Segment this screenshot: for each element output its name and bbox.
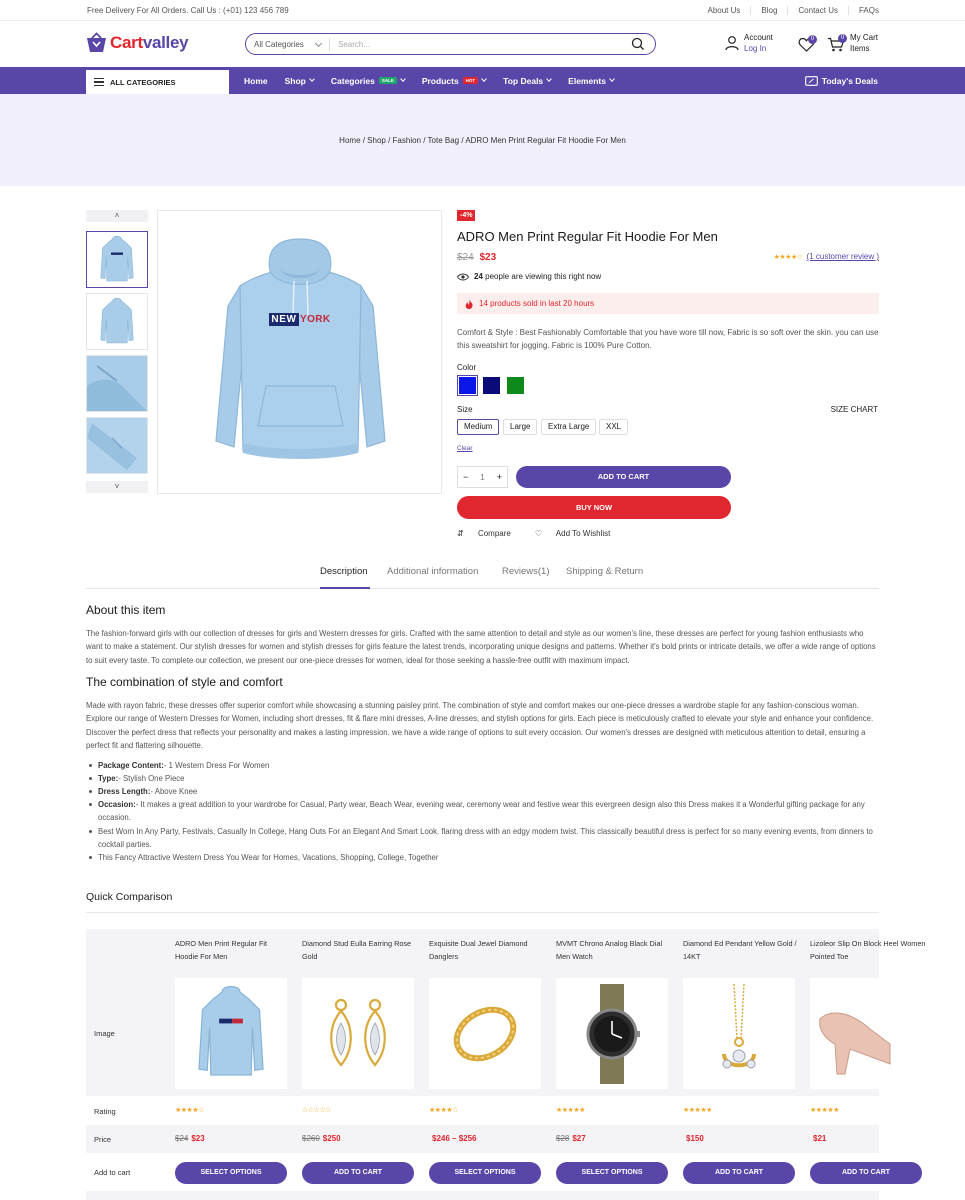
chevron-down-icon [609,76,615,82]
compare-rating: ☆☆☆☆☆ [302,1107,331,1114]
compare-rating: ★★★★★ [556,1107,585,1114]
hoodie-compare-image [186,986,276,1081]
short-description: Comfort & Style : Best Fashionably Comfortable that you have wore till now, Fabric is so soft over the skin. you can use this sweatshirt for jogging. Fabric is 100% Pure Cotton. [457,328,879,350]
nav-home[interactable]: Home [244,75,268,86]
wishlist-button[interactable] [798,35,818,53]
hoodie-sleeve-thumb [87,418,147,473]
heart-icon: ♡ [534,529,543,538]
color-swatch-blue[interactable] [459,377,476,394]
compare-price: $24 $23 [175,1134,205,1143]
top-bar [0,0,965,21]
size-option-xxl[interactable]: XXL [599,419,628,435]
tab-reviews[interactable]: Reviews(1) [502,566,550,577]
site-logo[interactable] [86,33,188,53]
about-heading: About this item [86,603,166,617]
product-price [457,252,496,263]
eye-icon [457,273,469,281]
nav-elements[interactable]: Elements [568,76,614,86]
about-paragraph: The fashion-forward girls with our collection of dresses for girls and Western dresses for girls. Crafted with the same attention to detail and style as our women's line, these dresses are perfect for young fashion enthusiasts who want to make a statement. Our stylish dresses for women and stylish dresses for girls feature the latest trends, incorporating unique designs and patterns. Whether it's bold prints or intricate details, we offer a wide range of options to suit every taste. To complete our collection, we present our one-piece dresses for women, ideal for those seeking a hassle-free outfit with maximum impact. [86,629,876,665]
add-to-cart-button[interactable]: ADD TO CART [302,1162,414,1184]
thumb-scroll-up-button[interactable]: ˄ [86,210,148,222]
color-swatch-navy[interactable] [483,377,500,394]
hoodie-print-part2: YORK [300,314,331,325]
list-item: Dress Length:- Above Knee [98,785,879,798]
user-icon [724,35,740,51]
viewing-count: 24 [474,272,483,281]
buy-now-button[interactable]: BUY NOW [457,496,731,519]
deals-tag-icon [805,76,818,86]
size-option-extra-large[interactable]: Extra Large [541,419,596,435]
compare-price: $246 – $256 [432,1134,477,1143]
wishlist-count-badge: 0 [808,35,817,44]
todays-deals-link[interactable]: Today's Deals [805,67,878,94]
watch-image [567,984,657,1084]
nav-top-deals[interactable]: Top Deals [503,76,551,86]
compare-product-image[interactable] [810,978,922,1089]
active-tab-indicator [320,587,370,589]
compare-rating: ★★★★★ [683,1107,712,1114]
tab-additional-information[interactable]: Additional information [387,566,479,577]
list-item: Type:- Stylish One Piece [98,772,879,785]
compare-price: $260 $250 [302,1134,341,1143]
top-links [697,6,879,15]
faqs-link[interactable]: FAQs [848,6,879,15]
list-item: Best Worn In Any Party, Festivals, Casually In College, Hang Outs For an Elegant And Smart Look. flaring dress with an edgy modern twist. This classically beautiful dress is perfect for so many evening events, from dinners to cocktail parties. [98,825,879,852]
compare-product-name[interactable]: ADRO Men Print Regular Fit Hoodie For Men [175,939,268,961]
add-to-cart-button[interactable]: ADD TO CART [810,1162,922,1184]
review-link[interactable]: (1 customer review ) [806,252,879,261]
all-categories-button[interactable] [86,70,229,94]
sold-notice [457,293,879,314]
compare-product-image[interactable] [429,978,541,1089]
compare-product-image[interactable] [175,978,287,1089]
thumbnail-4[interactable] [86,417,148,474]
promo-text: Free Delivery For All Orders. Call Us : (+01) 123 456 789 [87,6,289,15]
compare-price: $150 [686,1134,704,1143]
comparison-table [86,929,926,1200]
contact-us-link[interactable]: Contact Us [787,6,848,15]
main-nav [0,67,965,94]
compare-product-name[interactable]: Lizoleor Slip On Block Heel Women Pointed Toe [810,939,926,961]
old-price: $24 [457,252,474,263]
product-title: ADRO Men Print Regular Fit Hoodie For Men [457,229,718,244]
compare-rating: ★★★★☆ [175,1107,204,1114]
hoodie-print-part1: NEW [271,314,297,325]
row-label-add-to-cart: Add to cart [94,1168,131,1177]
earrings-image [313,989,403,1079]
thumbnail-1[interactable] [86,231,148,288]
compare-product-name[interactable]: Exquisite Dual Jewel Diamond Danglers [429,939,528,961]
compare-product-image[interactable] [302,978,414,1089]
compare-rating: ★★★★☆ [429,1107,458,1114]
nav-categories[interactable]: Categories SALE [331,76,405,86]
add-to-cart-button[interactable]: ADD TO CART [516,466,731,488]
login-link[interactable]: Log In [744,44,767,53]
product-rating [774,252,879,261]
chevron-down-icon [546,76,552,82]
main-product-image[interactable] [157,210,442,494]
compare-product-image[interactable] [556,978,668,1089]
compare-price: $21 [813,1134,827,1143]
hoodie-back-thumb [99,298,135,346]
chevron-down-icon [309,76,315,82]
breadcrumb[interactable]: Home / Shop / Fashion / Tote Bag / ADRO Men Print Regular Fit Hoodie For Men [339,136,626,145]
account-label: Account [744,33,773,42]
select-options-button[interactable]: SELECT OPTIONS [429,1162,541,1184]
add-to-wishlist-link[interactable]: ♡ Add To Wishlist [534,529,611,538]
heel-shoe-image [810,989,890,1079]
product-actions [457,529,634,538]
compare-rating: ★★★★★ [810,1107,839,1114]
nav-shop[interactable]: Shop [285,76,314,86]
hamburger-icon [94,78,104,86]
compare-product-image[interactable] [683,978,795,1089]
compare-product-name[interactable]: MVMT Chrono Analog Black Dial Men Watch [556,939,663,961]
hoodie-pocket-thumb [87,356,147,411]
divider [86,912,879,913]
sale-badge: SALE [379,77,397,84]
viewing-now [457,272,601,281]
pendant-image [694,984,784,1084]
row-label-rating: Rating [94,1107,116,1116]
list-item: This Fancy Attractive Western Dress You Wear for Homes, Vacations, Shopping, College, Together [98,851,879,864]
all-categories-label: ALL CATEGORIES [110,77,176,87]
size-option-large[interactable]: Large [503,419,537,435]
account-link[interactable] [724,32,773,54]
color-swatch-green[interactable] [507,377,524,394]
product-tabs [86,558,879,589]
quantity-stepper [457,466,508,488]
list-item: Occasion:- It makes a great addition to your wardrobe for Casual, Party wear, Beach Wear, evening wear, ceremony wear and festive wear this evergreen design also this Dress makes it a Wonderful gifting package for any occasion. [98,798,879,825]
search-category-select[interactable]: All Categories [246,38,330,51]
tab-shipping-return[interactable]: Shipping & Return [566,566,644,577]
tab-description[interactable]: Description [320,566,368,577]
nav-products[interactable]: Products HOT [422,76,486,86]
chevron-down-icon [400,76,406,82]
compare-product-name[interactable]: Diamond Ed Pendant Yellow Gold / 14KT [683,939,797,961]
select-options-button[interactable]: SELECT OPTIONS [175,1162,287,1184]
hoodie-image [158,211,443,495]
comparison-heading: Quick Comparison [86,891,173,903]
compare-link[interactable]: ⇵ Compare [457,529,511,538]
blog-link[interactable]: Blog [750,6,787,15]
compare-price: $28 $27 [556,1134,586,1143]
row-label-price: Price [94,1135,112,1144]
compare-product-name[interactable]: Diamond Stud Eulla Earring Rose Gold [302,939,412,961]
select-options-button[interactable]: SELECT OPTIONS [556,1162,668,1184]
quantity-value[interactable]: 1 [480,472,485,482]
search-input[interactable]: Search... [338,39,371,49]
search-icon[interactable] [627,35,649,53]
decrease-qty-button[interactable]: − [463,472,469,482]
thumbnail-3[interactable] [86,355,148,412]
row-label-image: Image [94,1029,115,1038]
size-chart-link[interactable]: SIZE CHART [830,405,878,414]
increase-qty-button[interactable]: + [496,472,502,482]
rating-stars: ★★★★☆ [773,253,803,261]
bangle-image [440,989,530,1079]
hot-badge: HOT [463,77,479,84]
search-bar [245,33,656,55]
chevron-down-icon [481,76,487,82]
sold-text: 14 products sold in last 20 hours [479,299,595,308]
thumbnail-2[interactable] [86,293,148,350]
size-option-medium[interactable]: Medium [457,419,499,435]
compare-icon: ⇵ [457,529,464,538]
logo-bag-icon [86,33,107,53]
logo-text: Cartvalley [110,33,189,52]
add-to-cart-button[interactable]: ADD TO CART [683,1162,795,1184]
discount-badge: -4% [457,210,475,221]
viewing-text: people are viewing this right now [485,272,602,281]
color-label: Color [457,363,477,372]
current-price: $23 [479,252,497,263]
combination-heading: The combination of style and comfort [86,675,283,689]
size-label: Size [457,405,473,414]
cart-label: My Cart [850,33,878,42]
row-bg-bottom [86,1191,879,1200]
cart-count-badge: 0 [838,34,847,43]
about-us-link[interactable]: About Us [707,6,741,15]
combination-paragraph: Made with rayon fabric, these dresses offer superior comfort while showcasing a stunning paisley print. The combination of style and comfort makes our one-piece dresses a wardrobe staple for any fashion-conscious woman. Explore our range of Western Dresses for Women, including short dresses, fit & flare mini dresses, A-line dresses, and stylish options for girls. Each piece is meticulously crafted to elevate your style and enhance your confidence. Discover the perfect dress that reflects your personality and makes a lasting impression. we have a wide range of options to suit every occasion. Our women's dresses are designed with meticulous attention to detail, ensuring a perfect fit and flattering silhouette. [86,701,874,750]
cart-sub: Items [850,44,870,53]
thumb-scroll-down-button[interactable]: ˅ [86,481,148,493]
fire-icon [465,299,473,309]
clear-selection-link[interactable]: Clear [457,445,473,452]
hoodie-front-thumb [99,236,135,284]
list-item: Package Content:- 1 Western Dress For Women [98,759,879,772]
cart-button[interactable] [827,32,878,54]
